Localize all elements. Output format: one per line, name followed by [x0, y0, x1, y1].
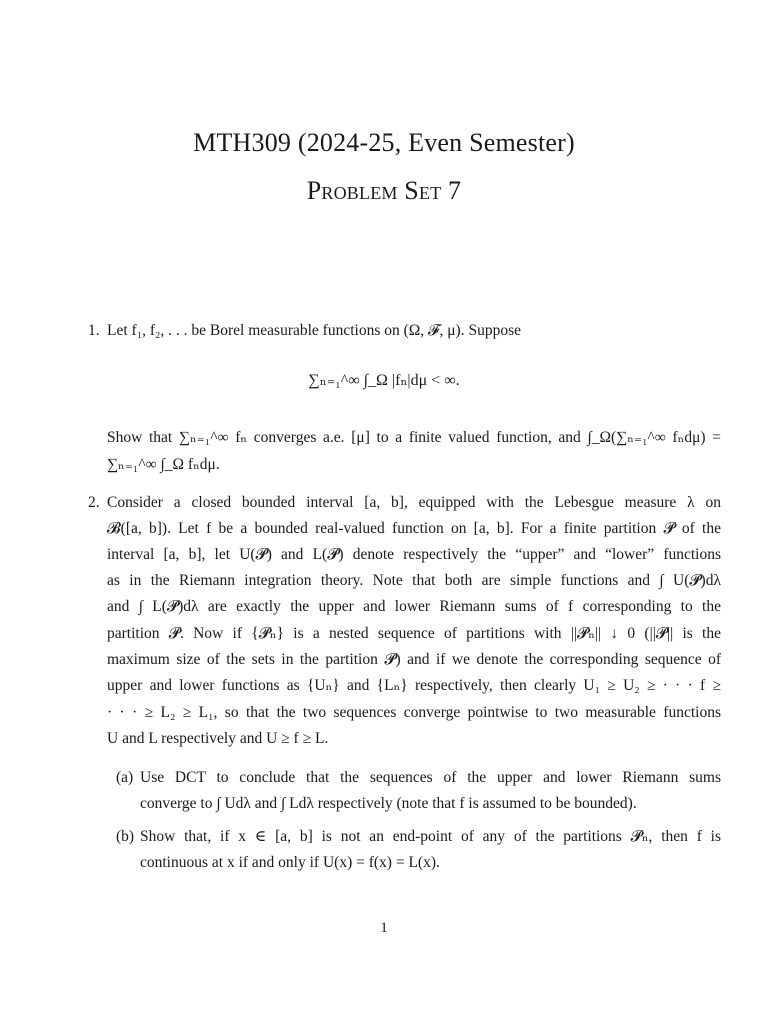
problem-2-number: 2.	[88, 494, 100, 511]
problem-1-intro: Let f₁, f₂, . . . be Borel measurable functions on (Ω, 𝓕, μ). Suppose	[107, 322, 521, 339]
problem-2-line-1: Consider a closed bounded interval [a, b], equipped with the Lebesgue measure λ on	[107, 494, 721, 511]
page-number: 1	[380, 920, 388, 936]
problem-2-line-7: maximum size of the sets in the partition 𝓟) and if we denote the corresponding sequence of	[107, 651, 721, 668]
problem-set-title: Problem Set 7	[306, 176, 462, 205]
course-title: MTH309 (2024-25, Even Semester)	[193, 128, 575, 157]
problem-1-display-equation: ∑ₙ₌₁^∞ ∫_Ω |fₙ|dμ < ∞.	[308, 372, 460, 389]
problem-2-line-6: partition 𝓟. Now if {𝓟ₙ} is a nested sequence of partitions with ||𝓟ₙ|| ↓ 0 (||𝓟|| is the	[107, 625, 721, 642]
problem-2-line-10: U and L respectively and U ≥ f ≥ L.	[107, 730, 329, 747]
problem-2-line-9: · · · ≥ L₂ ≥ L₁, so that the two sequences converge pointwise to two measurable functions	[107, 704, 721, 721]
problem-1-conclusion-line-2: ∑ₙ₌₁^∞ ∫_Ω fₙdμ.	[107, 456, 220, 473]
problem-2-line-3: interval [a, b], let U(𝓟) and L(𝓟) denote respectively the “upper” and “lower” functions	[107, 546, 721, 563]
part-b-line-2: continuous at x if and only if U(x) = f(x) = L(x).	[140, 854, 440, 871]
part-b-line-1: Show that, if x ∈ [a, b] is not an end-point of any of the partitions 𝓟ₙ, then f is	[140, 828, 721, 845]
problem-2-line-5: and ∫ L(𝓟)dλ are exactly the upper and lower Riemann sums of f corresponding to the	[107, 598, 721, 615]
part-a-line-1: Use DCT to conclude that the sequences of the upper and lower Riemann sums	[140, 769, 721, 786]
part-a-line-2: converge to ∫ Udλ and ∫ Ldλ respectively (note that f is assumed to be bounded).	[140, 795, 637, 812]
problem-2-line-4: as in the Riemann integration theory. Note that both are simple functions and ∫ U(𝓟)dλ	[107, 572, 721, 589]
problem-2-line-8: upper and lower functions as {Uₙ} and {Lₙ} respectively, then clearly U₁ ≥ U₂ ≥ · · · f ≥	[107, 677, 721, 694]
part-b-label: (b)	[116, 828, 135, 845]
problem-1-conclusion-line-1: Show that ∑ₙ₌₁^∞ fₙ converges a.e. [μ] to a finite valued function, and ∫_Ω(∑ₙ₌₁^∞ fₙdμ) =	[107, 429, 721, 446]
problem-1-number: 1.	[88, 322, 100, 339]
problem-2-line-2: 𝓑([a, b]). Let f be a bounded real-valued function on [a, b]. For a finite partition 𝓟 of the	[107, 520, 721, 537]
part-a-label: (a)	[116, 769, 134, 786]
